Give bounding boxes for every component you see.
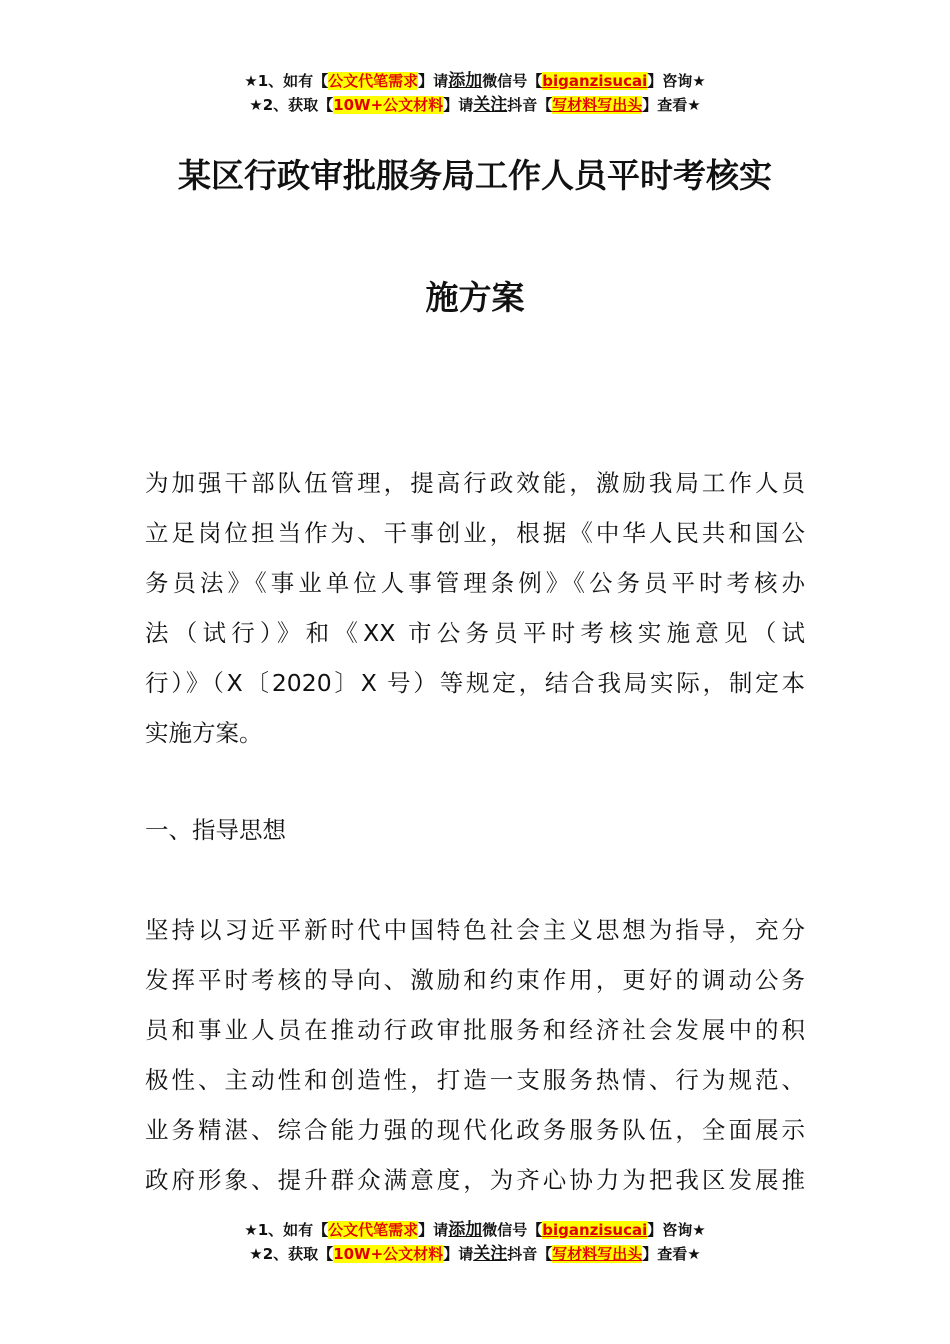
underlined-text: 关注 — [473, 1244, 508, 1264]
text-line: 业务精湛、综合能力强的现代化政务服务队伍，全面展示 — [145, 1116, 805, 1144]
section-heading — [145, 805, 805, 855]
text-line: 法（试行）》和《XX 市公务员平时考核实施意见（试 — [145, 619, 805, 647]
highlight-text: 公文代笔需求 — [328, 72, 419, 90]
banner-text: 微信号【 — [482, 1221, 543, 1239]
paragraph-guiding-thought — [145, 905, 805, 1205]
document-title-line-2: 施方案 — [425, 278, 525, 317]
banner-text: ★1、如有【 — [244, 72, 329, 90]
banner-line-1 — [0, 1218, 950, 1242]
header-banner — [0, 69, 950, 117]
banner-text: ★2、获取【 — [249, 96, 334, 114]
banner-line-2 — [0, 93, 950, 117]
text-line: 为加强干部队伍管理，提高行政效能，激励我局工作人员 — [145, 469, 805, 497]
banner-line-1 — [0, 69, 950, 93]
text-line: 坚持以习近平新时代中国特色社会主义思想为指导，充分 — [145, 916, 805, 944]
underlined-text: 关注 — [473, 95, 508, 115]
douyin-id: 写材料写出头 — [552, 96, 643, 114]
banner-text: 】查看★ — [642, 1245, 701, 1263]
banner-text: 】请 — [443, 96, 474, 114]
text-line: 一、指导思想 — [145, 816, 286, 844]
banner-text: 】请 — [443, 1245, 474, 1263]
underlined-text: 添加 — [448, 71, 483, 91]
text-line: 立足岗位担当作为、干事创业，根据《中华人民共和国公 — [145, 519, 805, 547]
banner-text: 】咨询★ — [647, 72, 706, 90]
text-line: 行）》（X〔2020〕X 号）等规定，结合我局实际，制定本 — [145, 669, 805, 697]
document-title-line-1: 某区行政审批服务局工作人员平时考核实 — [178, 156, 772, 195]
text-line: 政府形象、提升群众满意度，为齐心协力为把我区发展推 — [145, 1166, 805, 1194]
text-line: 发挥平时考核的导向、激励和约束作用，更好的调动公务 — [145, 966, 805, 994]
wechat-id: biganzisucai — [542, 1221, 648, 1239]
banner-text: 】咨询★ — [647, 1221, 706, 1239]
text-line: 员和事业人员在推动行政审批服务和经济社会发展中的积 — [145, 1016, 805, 1044]
text-line: 务员法》《事业单位人事管理条例》《公务员平时考核办 — [145, 569, 805, 597]
text-line: 实施方案。 — [145, 719, 263, 747]
banner-text: ★1、如有【 — [244, 1221, 329, 1239]
banner-line-2 — [0, 1242, 950, 1266]
footer-banner — [0, 1218, 950, 1266]
banner-text: 抖音【 — [507, 1245, 553, 1263]
highlight-text: 10W+公文材料 — [333, 1245, 444, 1263]
douyin-id: 写材料写出头 — [552, 1245, 643, 1263]
paragraph-intro — [145, 458, 805, 758]
underlined-text: 添加 — [448, 1220, 483, 1240]
wechat-id: biganzisucai — [542, 72, 648, 90]
text-line: 极性、主动性和创造性，打造一支服务热情、行为规范、 — [145, 1066, 805, 1094]
banner-text: 】请 — [418, 72, 449, 90]
banner-text: 抖音【 — [507, 96, 553, 114]
highlight-text: 10W+公文材料 — [333, 96, 444, 114]
banner-text: 】请 — [418, 1221, 449, 1239]
highlight-text: 公文代笔需求 — [328, 1221, 419, 1239]
banner-text: 】查看★ — [642, 96, 701, 114]
banner-text: ★2、获取【 — [249, 1245, 334, 1263]
banner-text: 微信号【 — [482, 72, 543, 90]
